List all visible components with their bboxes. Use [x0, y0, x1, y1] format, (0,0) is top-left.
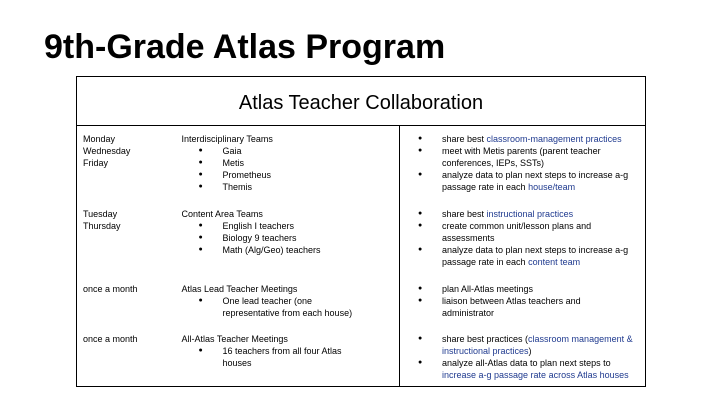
- goal-item: ● create common unit/lesson plans and assessments: [418, 220, 592, 243]
- group-item: ● Metis: [198, 158, 245, 168]
- bullet-icon: ●: [198, 233, 203, 241]
- group-item: ● One lead teacher (one representative from each house): [198, 295, 353, 318]
- schedule-day: Monday: [83, 134, 116, 144]
- goal-item: ● share best instructional practices: [418, 208, 574, 219]
- table-row: [77, 201, 646, 276]
- goal-item: ● analyze data to plan next steps to increase a-g passage rate in each house/team: [418, 170, 629, 192]
- schedule-frequency: once a month: [83, 333, 138, 344]
- goal-item: ● meet with Metis parents (parent teacher conferences, IEPs, SSTs): [418, 146, 601, 168]
- schedule-day: Thursday: [83, 220, 121, 231]
- schedule-day: Wednesday: [83, 146, 131, 156]
- bullet-icon: ●: [418, 284, 423, 292]
- bullet-icon: ●: [418, 135, 423, 142]
- schedule-day: Friday: [83, 158, 109, 168]
- group-title: Atlas Lead Teacher Meetings: [181, 283, 298, 294]
- group-cell: [176, 326, 400, 387]
- group-item: ● Math (Alg/Geo) teachers: [198, 244, 321, 255]
- collaboration-table: [76, 76, 646, 387]
- bullet-icon: ●: [198, 245, 203, 253]
- schedule-cell: [77, 201, 176, 276]
- page-title: 9th-Grade Atlas Program: [44, 28, 446, 66]
- goal-item: ● liaison between Atlas teachers and administrator: [418, 295, 581, 318]
- goal-item: ● analyze data to plan next steps to increase a-g passage rate in each content team: [418, 244, 629, 267]
- group-title: All-Atlas Teacher Meetings: [181, 333, 288, 344]
- bullet-icon: ●: [198, 346, 203, 354]
- bullet-icon: ●: [418, 358, 423, 366]
- group-title: Interdisciplinary Teams: [181, 134, 273, 144]
- bullet-icon: ●: [198, 159, 203, 166]
- table-row: [77, 326, 646, 387]
- goals-cell: [400, 126, 646, 201]
- group-item: ● Prometheus: [198, 170, 272, 180]
- group-item: ● Gaia: [198, 146, 242, 156]
- bullet-icon: ●: [198, 183, 203, 190]
- goal-item: ● plan All-Atlas meetings: [418, 283, 534, 294]
- bullet-icon: ●: [418, 171, 423, 178]
- bullet-icon: ●: [418, 209, 423, 217]
- table-row: [77, 126, 646, 201]
- group-item: ● Themis: [198, 182, 253, 192]
- group-cell: [176, 201, 400, 276]
- table-row: [77, 276, 646, 326]
- group-item: ● English I teachers: [198, 220, 295, 231]
- group-cell: [176, 276, 400, 326]
- bullet-icon: ●: [418, 296, 423, 304]
- bullet-icon: ●: [418, 147, 423, 154]
- goals-cell: [400, 276, 646, 326]
- bullet-icon: ●: [198, 221, 203, 229]
- group-item: ● 16 teachers from all four Atlas houses: [198, 345, 342, 368]
- bullet-icon: ●: [198, 296, 203, 304]
- bullet-icon: ●: [418, 221, 423, 229]
- group-item: ● Biology 9 teachers: [198, 232, 297, 243]
- goal-item: ● share best classroom-management practices: [418, 134, 622, 144]
- group-cell: [176, 126, 400, 201]
- bullet-icon: ●: [418, 334, 423, 342]
- goals-cell: [400, 201, 646, 276]
- bullet-icon: ●: [198, 147, 203, 154]
- bullet-icon: ●: [418, 245, 423, 253]
- schedule-day: Tuesday: [83, 208, 118, 219]
- schedule-cell: [77, 126, 176, 201]
- goal-item: ● share best practices (classroom management & instructional practices): [418, 333, 633, 356]
- goal-item: ● analyze all-Atlas data to plan next steps to increase a-g passage rate across Atlas houses: [418, 357, 629, 380]
- schedule-cell: [77, 326, 176, 387]
- schedule-frequency: once a month: [83, 283, 138, 294]
- bullet-icon: ●: [198, 171, 203, 178]
- table-caption: Atlas Teacher Collaboration: [77, 77, 646, 126]
- group-title: Content Area Teams: [181, 208, 263, 219]
- schedule-cell: [77, 276, 176, 326]
- goals-cell: [400, 326, 646, 387]
